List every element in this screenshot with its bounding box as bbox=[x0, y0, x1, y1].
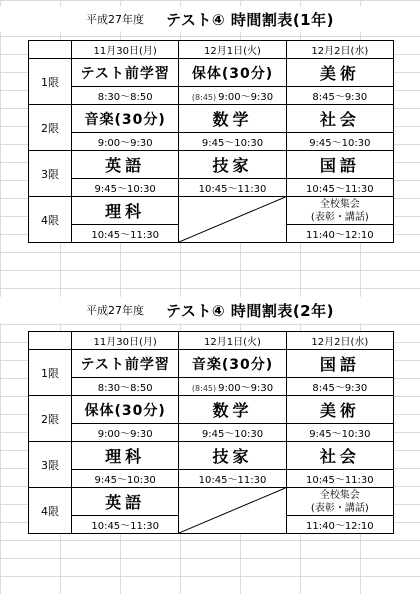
subject-cell: 英語 bbox=[72, 488, 179, 516]
subject-cell: 理科 bbox=[72, 197, 179, 225]
time-cell bbox=[179, 378, 286, 396]
sheet-title bbox=[0, 297, 420, 323]
time-cell: 11:40～12:10 bbox=[286, 516, 393, 534]
time-row bbox=[29, 378, 394, 396]
period-label: 2限 bbox=[29, 396, 72, 442]
time-row bbox=[29, 179, 394, 197]
time-cell: 8:45～9:30 bbox=[286, 87, 393, 105]
empty-slot bbox=[179, 488, 286, 534]
assembly-title: 全校集会 bbox=[319, 489, 360, 501]
time-cell: 10:45～11:30 bbox=[286, 179, 393, 197]
assembly-title: 全校集会 bbox=[319, 198, 360, 210]
timetable-grid bbox=[28, 40, 394, 243]
timetable-heading: テスト④ 時間割表(1年) bbox=[166, 10, 334, 29]
time-cell: 9:00～9:30 bbox=[72, 424, 179, 442]
period-label: 3限 bbox=[29, 151, 72, 197]
time-cell bbox=[179, 87, 286, 105]
time-cell: 10:45～11:30 bbox=[286, 470, 393, 488]
era-label: 平成27年度 bbox=[86, 13, 144, 26]
subject-row bbox=[29, 442, 394, 470]
header-row bbox=[29, 332, 394, 350]
time-range: 9:00～9:30 bbox=[218, 92, 274, 103]
subject-cell: 国語 bbox=[286, 151, 393, 179]
era-label: 平成27年度 bbox=[86, 304, 144, 317]
day-header: 12月2日(水) bbox=[286, 41, 393, 59]
subject-row bbox=[29, 105, 394, 133]
assembly-cell bbox=[286, 197, 393, 225]
diagonal-slash bbox=[179, 197, 285, 242]
time-cell: 8:45～9:30 bbox=[286, 378, 393, 396]
period-label: 4限 bbox=[29, 197, 72, 243]
day-header: 12月2日(水) bbox=[286, 332, 393, 350]
time-row bbox=[29, 424, 394, 442]
empty-slot bbox=[179, 197, 286, 243]
subject-cell: 技家 bbox=[179, 442, 286, 470]
subject-cell: 美術 bbox=[286, 396, 393, 424]
corner-cell bbox=[29, 332, 72, 350]
assembly-note: (表彰・講話) bbox=[310, 211, 369, 223]
time-cell: 8:30～8:50 bbox=[72, 378, 179, 396]
time-cell: 10:45～11:30 bbox=[179, 470, 286, 488]
subject-cell: テスト前学習 bbox=[72, 350, 179, 378]
subject-row bbox=[29, 59, 394, 87]
diagonal-slash bbox=[179, 488, 285, 533]
start-prefix: (8:45) bbox=[191, 93, 217, 102]
subject-cell: 理科 bbox=[72, 442, 179, 470]
period-label: 2限 bbox=[29, 105, 72, 151]
day-header: 12月1日(火) bbox=[179, 41, 286, 59]
period-label: 1限 bbox=[29, 59, 72, 105]
subject-cell: 国語 bbox=[286, 350, 393, 378]
period-label: 1限 bbox=[29, 350, 72, 396]
time-cell: 9:45～10:30 bbox=[286, 424, 393, 442]
time-range: 9:00～9:30 bbox=[218, 383, 274, 394]
corner-cell bbox=[29, 41, 72, 59]
time-cell: 9:45～10:30 bbox=[179, 133, 286, 151]
timetable-grid bbox=[28, 331, 394, 534]
subject-cell: 英語 bbox=[72, 151, 179, 179]
subject-row bbox=[29, 488, 394, 516]
time-cell: 10:45～11:30 bbox=[72, 516, 179, 534]
period-label: 4限 bbox=[29, 488, 72, 534]
time-row bbox=[29, 87, 394, 105]
subject-cell: 音楽(30分) bbox=[179, 350, 286, 378]
time-row bbox=[29, 133, 394, 151]
time-cell: 9:45～10:30 bbox=[179, 424, 286, 442]
timetable-sheet-grade2 bbox=[0, 297, 420, 532]
subject-cell: 保体(30分) bbox=[179, 59, 286, 87]
subject-row bbox=[29, 396, 394, 424]
subject-cell: 社会 bbox=[286, 105, 393, 133]
time-cell: 10:45～11:30 bbox=[72, 225, 179, 243]
subject-cell: テスト前学習 bbox=[72, 59, 179, 87]
time-cell: 9:00～9:30 bbox=[72, 133, 179, 151]
subject-row bbox=[29, 197, 394, 225]
subject-cell: 社会 bbox=[286, 442, 393, 470]
period-label: 3限 bbox=[29, 442, 72, 488]
subject-cell: 数学 bbox=[179, 396, 286, 424]
subject-row bbox=[29, 151, 394, 179]
subject-cell: 数学 bbox=[179, 105, 286, 133]
subject-row bbox=[29, 350, 394, 378]
time-cell: 11:40～12:10 bbox=[286, 225, 393, 243]
time-cell: 9:45～10:30 bbox=[72, 470, 179, 488]
timetable-sheet-grade1 bbox=[0, 6, 420, 241]
timetable-heading: テスト④ 時間割表(2年) bbox=[166, 301, 334, 320]
header-row bbox=[29, 41, 394, 59]
subject-cell: 技家 bbox=[179, 151, 286, 179]
day-header: 11月30日(月) bbox=[72, 41, 179, 59]
start-prefix: (8:45) bbox=[191, 384, 217, 393]
subject-cell: 美術 bbox=[286, 59, 393, 87]
assembly-cell bbox=[286, 488, 393, 516]
subject-cell: 保体(30分) bbox=[72, 396, 179, 424]
time-cell: 8:30～8:50 bbox=[72, 87, 179, 105]
sheet-title bbox=[0, 6, 420, 32]
time-cell: 9:45～10:30 bbox=[72, 179, 179, 197]
time-row bbox=[29, 470, 394, 488]
day-header: 11月30日(月) bbox=[72, 332, 179, 350]
time-cell: 10:45～11:30 bbox=[179, 179, 286, 197]
day-header: 12月1日(火) bbox=[179, 332, 286, 350]
time-cell: 9:45～10:30 bbox=[286, 133, 393, 151]
subject-cell: 音楽(30分) bbox=[72, 105, 179, 133]
assembly-note: (表彰・講話) bbox=[310, 502, 369, 514]
